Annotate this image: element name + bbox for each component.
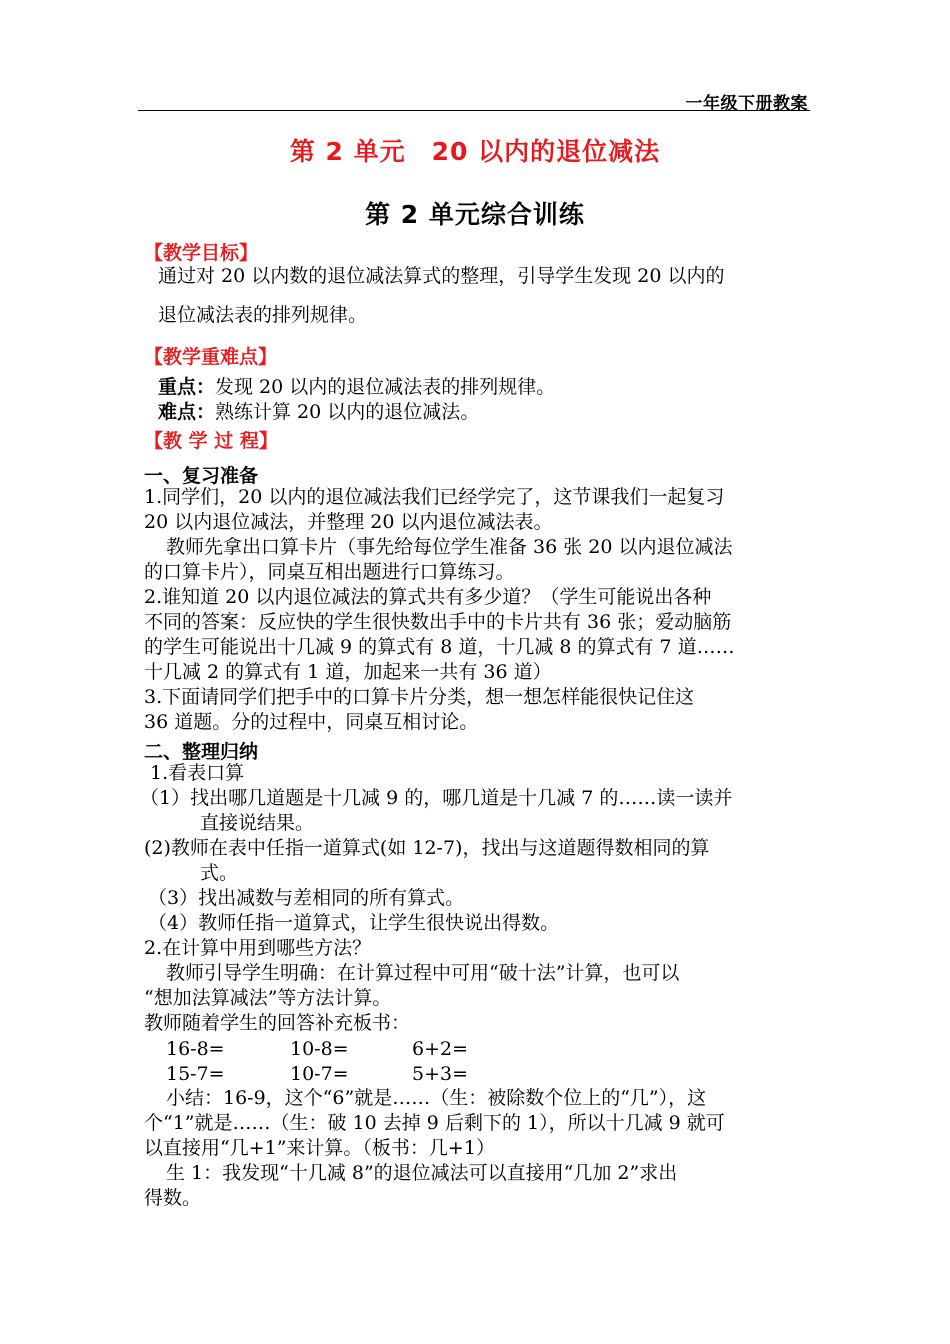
organize-line: （4）教师任指一道算式，让学生很快说出得数。 xyxy=(148,912,560,934)
equation: 16-8= xyxy=(166,1038,225,1060)
equation: 15-7= xyxy=(166,1063,225,1085)
section-title-summary: 二、整理归纳 xyxy=(144,741,259,763)
review-line: 1.同学们，20 以内的退位减法我们已经学完了，这节课我们一起复习 xyxy=(144,486,725,508)
header-title: 一年级下册教案 xyxy=(685,94,808,114)
organize-line: (2)教师在表中任指一道算式(如 12-7)，找出与这道题得数相同的算 xyxy=(144,837,710,859)
equation: 6+2= xyxy=(412,1038,469,1060)
review-line: 2.谁知道 20 以内退位减法的算式共有多少道？（学生可能说出各种 xyxy=(144,586,712,608)
objectives-tag: 【教学目标】 xyxy=(144,242,259,264)
organize-line: （1）找出哪几道题是十几减 9 的，哪几道是十几减 7 的……读一读并 xyxy=(140,787,733,809)
summary-line: 得数。 xyxy=(144,1187,202,1209)
organize-line: 2.在计算中用到哪些方法？ xyxy=(144,937,372,959)
unit-title-number: 第 2 单元 xyxy=(289,137,406,166)
organize-line: 教师引导学生明确：在计算过程中可用“破十法”计算，也可以 xyxy=(166,962,680,984)
equation: 5+3= xyxy=(412,1063,469,1085)
review-line: 的学生可能说出十几减 9 的算式有 8 道，十几减 8 的算式有 7 道…… xyxy=(144,636,735,658)
organize-line: 1.看表口算 xyxy=(150,762,245,784)
unit-title xyxy=(0,132,950,168)
organize-line: 式。 xyxy=(200,862,239,884)
objectives-line: 通过对 20 以内数的退位减法算式的整理，引导学生发现 20 以内的 xyxy=(158,265,725,287)
key-points-tag: 【教学重难点】 xyxy=(144,346,278,368)
unit-title-topic: 20 以内的退位减法 xyxy=(431,137,661,166)
organize-line: “想加法算减法”等方法计算。 xyxy=(144,987,392,1009)
difficulty-line xyxy=(158,402,479,424)
summary-line: 生 1：我发现“十几减 8”的退位减法可以直接用“几加 2”求出 xyxy=(166,1162,678,1184)
summary-line: 个“1”就是……（生：破 10 去掉 9 后剩下的 1），所以十几减 9 就可 xyxy=(144,1112,725,1134)
equation: 10-7= xyxy=(290,1063,349,1085)
lesson-title: 第 2 单元综合训练 xyxy=(365,200,585,229)
equation: 10-8= xyxy=(290,1038,349,1060)
summary-line: 以直接用“几+1”来计算。（板书：几+1） xyxy=(144,1137,495,1159)
header-rule xyxy=(138,110,810,111)
key-label: 重点： xyxy=(158,376,216,398)
objectives-line: 退位减法表的排列规律。 xyxy=(158,304,368,326)
process-tag: 【教 学 过 程】 xyxy=(144,430,278,452)
difficulty-text: 熟练计算 20 以内的退位减法。 xyxy=(215,401,480,423)
review-line: 3.下面请同学们把手中的口算卡片分类，想一想怎样能很快记住这 xyxy=(144,686,695,708)
review-line: 十几减 2 的算式有 1 道，加起来一共有 36 道） xyxy=(144,661,552,683)
summary-line: 小结：16-9，这个“6”就是……（生：被除数个位上的“几”），这 xyxy=(166,1087,707,1109)
key-point-line xyxy=(158,377,555,399)
organize-line: （3）找出减数与差相同的所有算式。 xyxy=(148,887,465,909)
section-title-review: 一、复习准备 xyxy=(144,465,259,487)
organize-line: 直接说结果。 xyxy=(200,812,315,834)
key-text: 发现 20 以内的退位减法表的排列规律。 xyxy=(215,376,556,398)
review-line: 不同的答案：反应快的学生很快数出手中的卡片共有 36 张；爱动脑筋 xyxy=(144,611,732,633)
organize-line: 教师随着学生的回答补充板书： xyxy=(144,1012,411,1034)
review-line: 20 以内退位减法，并整理 20 以内退位减法表。 xyxy=(144,511,553,533)
review-line: 的口算卡片），同桌互相出题进行口算练习。 xyxy=(144,561,515,583)
difficulty-label: 难点： xyxy=(158,401,216,423)
review-line: 教师先拿出口算卡片（事先给每位学生准备 36 张 20 以内退位减法 xyxy=(166,536,733,558)
review-line: 36 道题。分的过程中，同桌互相讨论。 xyxy=(144,711,479,733)
